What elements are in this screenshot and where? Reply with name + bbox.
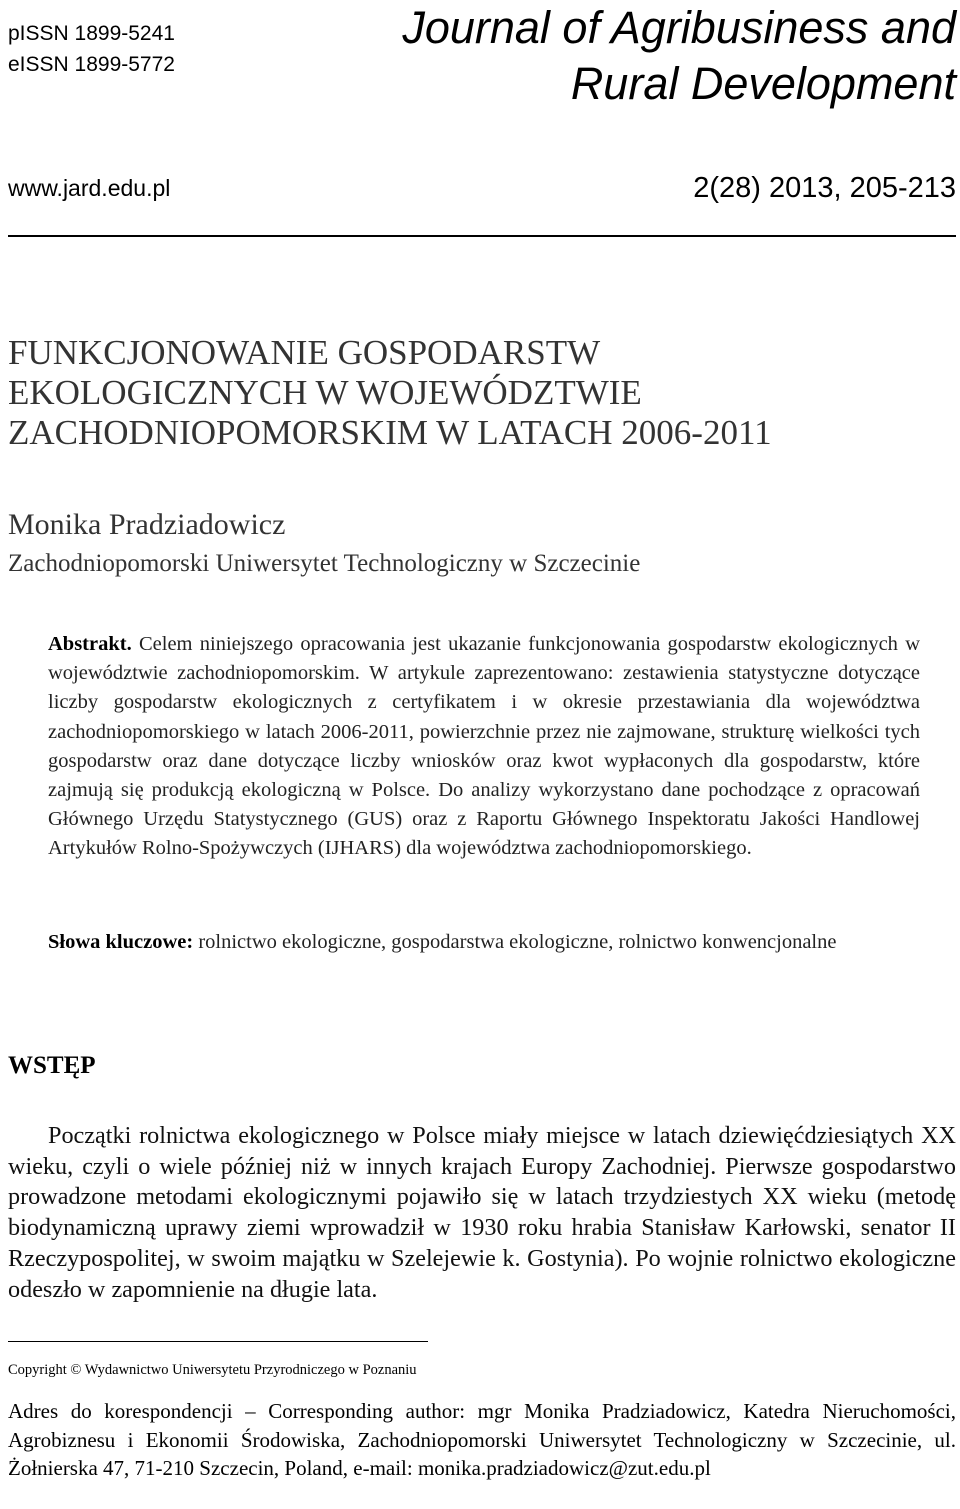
journal-title-line2: Rural Development (570, 58, 956, 109)
journal-title-line1: Journal of Agribusiness and (402, 2, 956, 53)
article-title-line2: EKOLOGICZNYCH W WOJEWÓDZTWIE (8, 373, 642, 412)
keywords-label: Słowa kluczowe: (48, 931, 194, 953)
issn-block (8, 18, 288, 80)
eissn: eISSN 1899-5772 (8, 53, 175, 76)
copyright-notice: Copyright © Wydawnictwo Uniwersytetu Przyrodniczego w Poznaniu (8, 1362, 417, 1378)
abstract-text: Celem niniejszego opracowania jest ukazanie funkcjonowania gospodarstw ekologicznych w województwie zachodniopomorskim. W artykule zaprezentowano: zestawienia statystyczne dotyczące liczby gospodarstw ekologicznych z certyfikatem i w okresie przestawiania dla województwa zachodniopomorskiego w latach 2006-2011, powierzchnie przez nie zajmowane, strukturę wielkości tych gospodarstw oraz dane dotyczące liczby wniosków oraz kwot wypłaconych dla gospodarstw, które zajmują się produkcją ekologiczną w Polsce. Do analizy wykorzystano dane pochodzące z opracowań Głównego Urzędu Statystycznego (GUS) oraz z Raportu Głównego Inspektoratu Jakości Handlowej Artykułów Rolno-Spożywczych (IJHARS) dla województwa zachodniopomorskiego. (48, 633, 920, 860)
abstract-paragraph (48, 630, 920, 864)
abstract-label: Abstrakt. (48, 633, 132, 655)
journal-website-link[interactable]: www.jard.edu.pl (8, 175, 171, 201)
article-title (8, 333, 948, 453)
author-name: Monika Pradziadowicz (8, 508, 286, 541)
header-divider (8, 235, 956, 237)
article-title-line1: FUNKCJONOWANIE GOSPODARSTW (8, 333, 601, 372)
footnote-divider (8, 1341, 428, 1342)
correspondence-address: Adres do korespondencji – Corresponding author: mgr Monika Pradziadowicz, Katedra Nieruchomości, Agrobiznesu i Ekonomii Środowiska, Zachodniopomorski Uniwersytet Technologiczny w Szczecinie, ul. Żołnierska 47, 71-210 Szczecin, Poland, e-mail: monika.pradziadowicz@zut.edu.pl (8, 1399, 956, 1480)
author-affiliation: Zachodniopomorski Uniwersytet Technologiczny w Szczecinie (8, 550, 641, 577)
keywords-text: rolnictwo ekologiczne, gospodarstwa ekologiczne, rolnictwo konwencjonalne (198, 931, 837, 953)
issue-pages: 2(28) 2013, 205-213 (693, 172, 956, 204)
section-heading-intro: WSTĘP (8, 1052, 96, 1079)
keywords-paragraph (48, 928, 920, 958)
intro-paragraph: Początki rolnictwa ekologicznego w Polsce miały miejsce w latach dziewięćdziesiątych XX wieku, czyli o wiele później niż w innych krajach Europy Zachodniej. Pierwsze gospodarstwo prowadzone metodami ekologicznymi pojawiło się w latach trzydziestych XX wieku (metodę biodynamiczną uprawy ziemi wprowadził w 1930 roku hrabia Stanisław Karłowski, senator II Rzeczypospolitej, w swoim majątku w Szelejewie k. Gostynia). Po wojnie rolnictwo ekologiczne odeszło w zapomnienie na długie lata. (8, 1122, 956, 1303)
article-title-line3: ZACHODNIOPOMORSKIM W LATACH 2006-2011 (8, 413, 772, 452)
journal-title (256, 0, 956, 112)
pissn: pISSN 1899-5241 (8, 22, 175, 45)
